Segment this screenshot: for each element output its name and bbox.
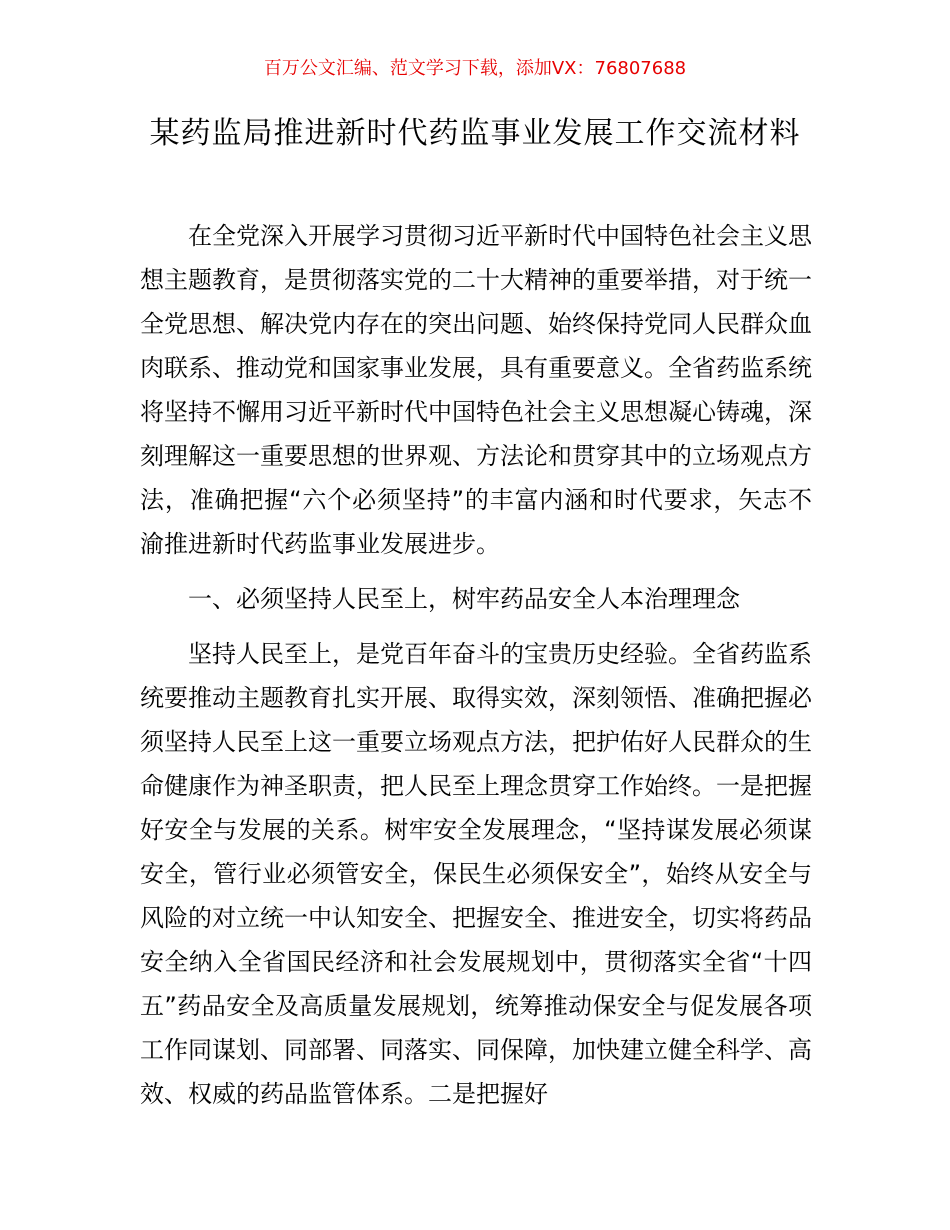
document-title: 某药监局推进新时代药监事业发展工作交流材料	[149, 116, 801, 151]
intro-paragraph: 在全党深入开展学习贯彻习近平新时代中国特色社会主义思想主题教育，是贯彻落实党的二十大精神的重要举措，对于统一全党思想、解决党内存在的突出问题、始终保持党同人民群众血肉联系、推动党和国家事业发展，具有重要意义。全省药监系统将坚持不懈用习近平新时代中国特色社会主义思想凝心铸魂，深刻理解这一重要思想的世界观、方法论和贯穿其中的立场观点方法，准确把握“六个必须坚持”的丰富内涵和时代要求，矢志不渝推进新时代药监事业发展进步。	[140, 222, 812, 558]
section-heading: 一、必须坚持人民至上，树牢药品安全人本治理理念	[188, 585, 740, 613]
promo-header-text: 百万公文汇编、范文学习下载，添加VX：76807688	[263, 58, 687, 79]
section-paragraph: 坚持人民至上，是党百年奋斗的宝贵历史经验。全省药监系统要推动主题教育扎实开展、取得实效，深刻领悟、准确把握必须坚持人民至上这一重要立场观点方法，把护佑好人民群众的生命健康作为神圣职责，把人民至上理念贯穿工作始终。一是把握好安全与发展的关系。树牢安全发展理念，“坚持谋发展必须谋安全，管行业必须管安全，保民生必须保安全”，始终从安全与风险的对立统一中认知安全、把握安全、推进安全，切实将药品安全纳入全省国民经济和社会发展规划中，贯彻落实全省“十四五”药品安全及高质量发展规划，统筹推动保安全与促发展各项工作同谋划、同部署、同落实、同保障，加快建立健全科学、高效、权威的药品监管体系。二是把握好	[140, 640, 812, 1108]
document-body	[140, 214, 812, 1116]
